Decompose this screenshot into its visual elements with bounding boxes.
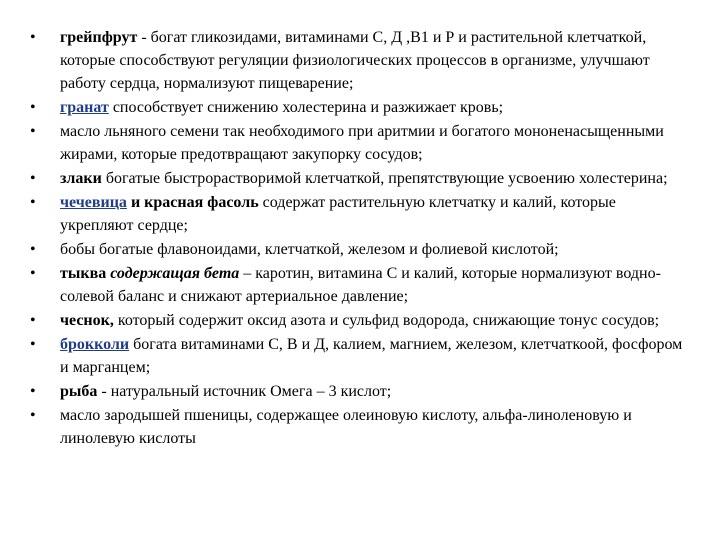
item-text: масло льняного семени так необходимого при аритмии и богатого мононенасыщенными жирами, которые предотвращают закупорку сосудов; <box>60 123 664 163</box>
link-lentils[interactable]: чечевица <box>60 194 127 211</box>
list-item-grapefruit <box>30 26 692 95</box>
term-pumpkin: тыква <box>60 265 111 282</box>
bullet: • <box>30 265 36 282</box>
term-pumpkin-italic: содержащая бета <box>110 265 240 282</box>
item-text: богата витаминами С, В и Д, калием, магнием, железом, клетчаткоой, фосфором и марганцем; <box>60 336 683 376</box>
item-text: - богат гликозидами, витаминами С, Д ,В1 и Р и растительной клетчаткой, которые способствуют регуляции физиологических процессов в организме, улучшают работу сердца, нормализуют пищеварение; <box>60 29 650 92</box>
bullet: • <box>30 123 36 140</box>
bullet: • <box>30 99 36 116</box>
item-text: способствует снижению холестерина и разжижает кровь; <box>108 99 504 116</box>
term-garlic: чеснок, <box>60 312 114 329</box>
food-list <box>30 26 692 450</box>
item-text: бобы богатые флавоноидами, клетчаткой, железом и фолиевой кислотой; <box>60 241 559 258</box>
bullet: • <box>30 170 36 187</box>
list-item-wheat-germ-oil <box>30 404 692 450</box>
list-item-flaxseed-oil <box>30 120 692 166</box>
list-item-grains <box>30 167 692 190</box>
bullet: • <box>30 29 36 46</box>
item-text: – каротин, витамина С и калий, которые нормализуют водно-солевой баланс и снижают артериальное давление; <box>60 265 661 305</box>
item-text: масло зародышей пшеницы, содержащее олеиновую кислоту, альфа-линоленовую и линолевую кислоты <box>60 407 632 447</box>
bullet: • <box>30 312 36 329</box>
list-item-beans <box>30 238 692 261</box>
term-grapefruit: грейпфрут <box>60 29 138 46</box>
item-text: содержат растительную клетчатку и калий, которые укрепляют сердце; <box>60 194 616 234</box>
term-grains: злаки <box>60 170 102 187</box>
bullet: • <box>30 383 36 400</box>
bullet: • <box>30 407 36 424</box>
list-item-pumpkin <box>30 262 692 308</box>
item-text: богатые быстрорастворимой клетчаткой, препятствующие усвоению холестерина; <box>101 170 668 187</box>
list-item-lentils <box>30 191 692 237</box>
bullet: • <box>30 241 36 258</box>
term-red-beans: и красная фасоль <box>126 194 259 211</box>
item-text: который содержит оксид азота и сульфид водорода, снижающие тонус сосудов; <box>113 312 660 329</box>
list-item-pomegranate <box>30 96 692 119</box>
bullet: • <box>30 194 36 211</box>
list-item-fish <box>30 380 692 403</box>
link-pomegranate[interactable]: гранат <box>60 99 109 116</box>
item-text: - натуральный источник Омега – 3 кислот; <box>97 383 392 400</box>
term-fish: рыба <box>60 383 98 400</box>
list-item-garlic <box>30 309 692 332</box>
bullet: • <box>30 336 36 353</box>
list-item-broccoli <box>30 333 692 379</box>
link-broccoli[interactable]: брокколи <box>60 336 130 353</box>
